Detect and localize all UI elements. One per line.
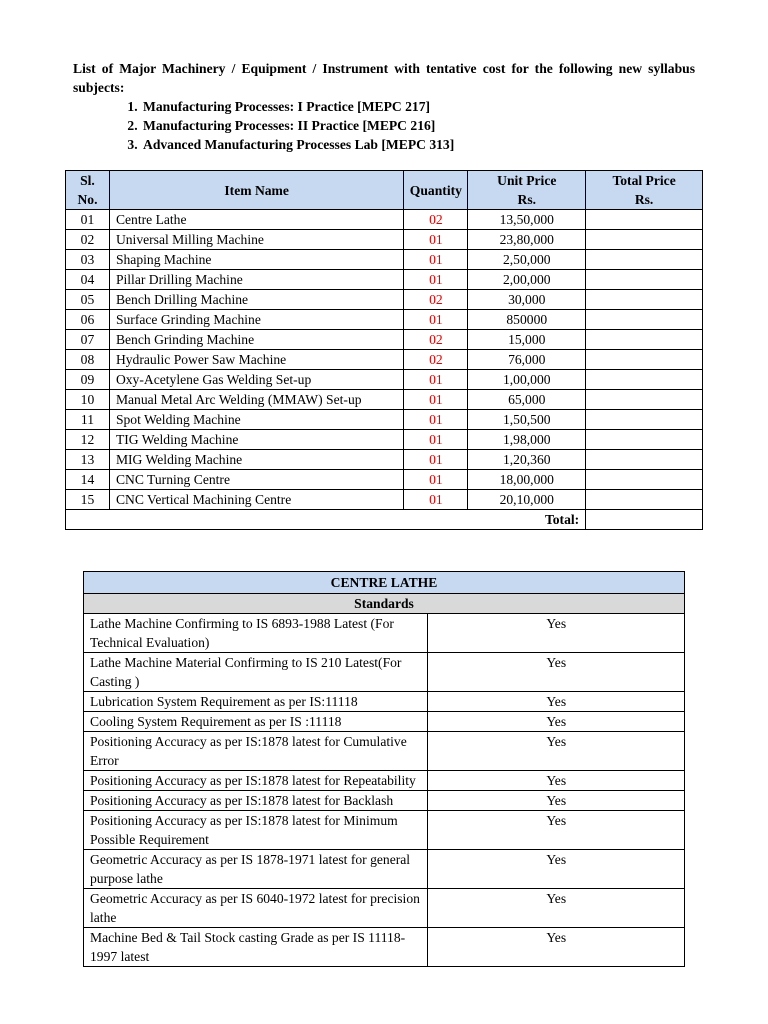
item-name-cell: Centre Lathe [109, 210, 403, 230]
standard-name-cell: Geometric Accuracy as per IS 6040-1972 latest for precision lathe [84, 889, 428, 928]
unit-price-cell: 23,80,000 [468, 230, 586, 250]
subject-item: 2. Manufacturing Processes: II Practice [MEPC 216] [141, 116, 695, 135]
total-price-header: Total Price Rs. [586, 171, 703, 210]
quantity-cell: 01 [404, 230, 468, 250]
sl-no-cell: 15 [66, 490, 110, 510]
table-row [66, 490, 703, 510]
sl-no-cell: 02 [66, 230, 110, 250]
standard-value-cell: Yes [428, 712, 685, 732]
unit-price-cell: 2,50,000 [468, 250, 586, 270]
item-name-cell: Manual Metal Arc Welding (MMAW) Set-up [109, 390, 403, 410]
equipment-table-body [66, 210, 703, 510]
total-price-cell [586, 270, 703, 290]
standard-value-cell: Yes [428, 811, 685, 850]
standard-value-cell: Yes [428, 928, 685, 967]
quantity-cell: 01 [404, 430, 468, 450]
item-name-cell: Bench Grinding Machine [109, 330, 403, 350]
total-price-cell [586, 370, 703, 390]
standard-value-cell: Yes [428, 771, 685, 791]
table-row [66, 230, 703, 250]
item-name-cell: Surface Grinding Machine [109, 310, 403, 330]
sl-no-cell: 09 [66, 370, 110, 390]
sl-no-cell: 12 [66, 430, 110, 450]
table-row [84, 692, 685, 712]
total-price-cell [586, 250, 703, 270]
sl-no-cell: 07 [66, 330, 110, 350]
sl-no-cell: 03 [66, 250, 110, 270]
table-row [84, 811, 685, 850]
item-name-cell: Universal Milling Machine [109, 230, 403, 250]
intro-text: List of Major Machinery / Equipment / Instrument with tentative cost for the following new syllabus subjects: [73, 61, 695, 95]
standard-value-cell: Yes [428, 732, 685, 771]
total-price-cell [586, 330, 703, 350]
quantity-cell: 02 [404, 350, 468, 370]
item-name-cell: Spot Welding Machine [109, 410, 403, 430]
table-row [84, 653, 685, 692]
table-row [66, 350, 703, 370]
standards-table [83, 571, 685, 967]
table-row [84, 771, 685, 791]
sl-no-cell: 06 [66, 310, 110, 330]
subject-item: 3. Advanced Manufacturing Processes Lab [MEPC 313] [141, 135, 695, 154]
item-name-cell: CNC Vertical Machining Centre [109, 490, 403, 510]
item-name-cell: Hydraulic Power Saw Machine [109, 350, 403, 370]
total-price-cell [586, 470, 703, 490]
unit-price-cell: 20,10,000 [468, 490, 586, 510]
unit-price-cell: 30,000 [468, 290, 586, 310]
quantity-cell: 01 [404, 250, 468, 270]
standard-value-cell: Yes [428, 653, 685, 692]
standard-name-cell: Lathe Machine Confirming to IS 6893-1988 Latest (For Technical Evaluation) [84, 614, 428, 653]
table-row [66, 290, 703, 310]
standard-name-cell: Positioning Accuracy as per IS:1878 latest for Repeatability [84, 771, 428, 791]
standard-name-cell: Machine Bed & Tail Stock casting Grade as per IS 11118-1997 latest [84, 928, 428, 967]
total-price-cell [586, 290, 703, 310]
quantity-header: Quantity [404, 171, 468, 210]
quantity-cell: 01 [404, 490, 468, 510]
standard-value-cell: Yes [428, 889, 685, 928]
sl-no-header: Sl. No. [66, 171, 110, 210]
unit-price-cell: 1,20,360 [468, 450, 586, 470]
quantity-cell: 02 [404, 330, 468, 350]
standard-name-cell: Geometric Accuracy as per IS 1878-1971 latest for general purpose lathe [84, 850, 428, 889]
quantity-cell: 01 [404, 390, 468, 410]
table-row [66, 430, 703, 450]
table-row [66, 330, 703, 350]
total-price-cell [586, 210, 703, 230]
table-row [84, 791, 685, 811]
standard-value-cell: Yes [428, 791, 685, 811]
table-row [84, 614, 685, 653]
standards-table-body [84, 614, 685, 967]
sl-no-cell: 10 [66, 390, 110, 410]
item-name-cell: MIG Welding Machine [109, 450, 403, 470]
table-row [66, 410, 703, 430]
unit-price-cell: 13,50,000 [468, 210, 586, 230]
item-name-cell: TIG Welding Machine [109, 430, 403, 450]
intro-section [73, 59, 695, 154]
total-label: Total: [66, 510, 586, 530]
equipment-header-row [66, 171, 703, 210]
standard-name-cell: Lathe Machine Material Confirming to IS 210 Latest(For Casting ) [84, 653, 428, 692]
item-name-cell: Pillar Drilling Machine [109, 270, 403, 290]
standard-value-cell: Yes [428, 850, 685, 889]
total-price-cell [586, 350, 703, 370]
table-row [84, 712, 685, 732]
table-row [66, 370, 703, 390]
total-price-cell [586, 410, 703, 430]
total-price-cell [586, 310, 703, 330]
quantity-cell: 01 [404, 370, 468, 390]
sl-no-cell: 04 [66, 270, 110, 290]
quantity-cell: 01 [404, 470, 468, 490]
table-row [84, 850, 685, 889]
sl-no-cell: 05 [66, 290, 110, 310]
standards-subtitle: Standards [84, 594, 685, 614]
total-row [66, 510, 703, 530]
sl-no-cell: 13 [66, 450, 110, 470]
sl-no-cell: 14 [66, 470, 110, 490]
item-name-cell: Shaping Machine [109, 250, 403, 270]
table-row [66, 210, 703, 230]
table-row [84, 732, 685, 771]
unit-price-header: Unit Price Rs. [468, 171, 586, 210]
quantity-cell: 02 [404, 290, 468, 310]
table-row [66, 470, 703, 490]
unit-price-cell: 18,00,000 [468, 470, 586, 490]
item-name-cell: Bench Drilling Machine [109, 290, 403, 310]
unit-price-cell: 1,00,000 [468, 370, 586, 390]
standard-name-cell: Cooling System Requirement as per IS :11118 [84, 712, 428, 732]
unit-price-cell: 76,000 [468, 350, 586, 370]
sl-no-cell: 11 [66, 410, 110, 430]
subject-item: 1. Manufacturing Processes: I Practice [MEPC 217] [141, 97, 695, 116]
subject-list [73, 97, 695, 154]
sl-no-cell: 01 [66, 210, 110, 230]
total-price-cell [586, 490, 703, 510]
quantity-cell: 01 [404, 310, 468, 330]
sl-no-cell: 08 [66, 350, 110, 370]
standard-name-cell: Positioning Accuracy as per IS:1878 latest for Minimum Possible Requirement [84, 811, 428, 850]
standard-name-cell: Lubrication System Requirement as per IS:11118 [84, 692, 428, 712]
quantity-cell: 01 [404, 450, 468, 470]
unit-price-cell: 15,000 [468, 330, 586, 350]
total-price-cell [586, 230, 703, 250]
standard-name-cell: Positioning Accuracy as per IS:1878 latest for Cumulative Error [84, 732, 428, 771]
item-name-cell: Oxy-Acetylene Gas Welding Set-up [109, 370, 403, 390]
total-price-cell [586, 450, 703, 470]
equipment-table [65, 170, 703, 530]
unit-price-cell: 2,00,000 [468, 270, 586, 290]
table-row [84, 928, 685, 967]
table-row [66, 450, 703, 470]
item-name-header: Item Name [109, 171, 403, 210]
standard-value-cell: Yes [428, 692, 685, 712]
standards-title: CENTRE LATHE [84, 572, 685, 594]
standard-value-cell: Yes [428, 614, 685, 653]
total-price-cell [586, 430, 703, 450]
unit-price-cell: 1,98,000 [468, 430, 586, 450]
unit-price-cell: 850000 [468, 310, 586, 330]
total-value-cell [586, 510, 703, 530]
item-name-cell: CNC Turning Centre [109, 470, 403, 490]
table-row [66, 310, 703, 330]
unit-price-cell: 1,50,500 [468, 410, 586, 430]
table-row [66, 390, 703, 410]
quantity-cell: 01 [404, 410, 468, 430]
quantity-cell: 01 [404, 270, 468, 290]
standard-name-cell: Positioning Accuracy as per IS:1878 latest for Backlash [84, 791, 428, 811]
total-price-cell [586, 390, 703, 410]
unit-price-cell: 65,000 [468, 390, 586, 410]
table-row [84, 889, 685, 928]
table-row [66, 270, 703, 290]
quantity-cell: 02 [404, 210, 468, 230]
table-row [66, 250, 703, 270]
